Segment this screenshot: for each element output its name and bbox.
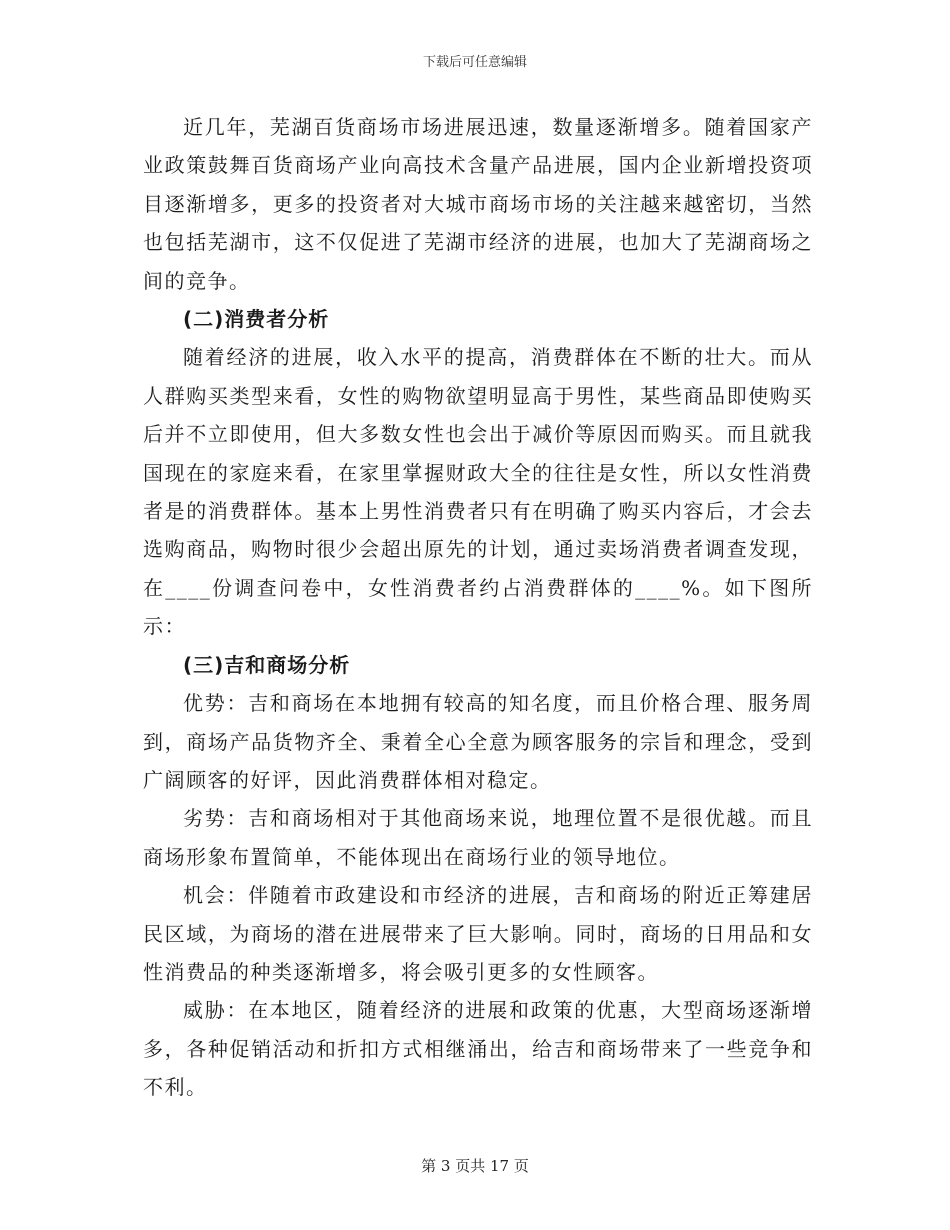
paragraph-opportunities: 机会：伴随着市政建设和市经济的进展，吉和商场的附近正筹建居民区域，为商场的潜在进展带来了巨大影响。同时，商场的日用品和女性消费品的种类逐渐增多，将会吸引更多的女性顾客。 [143,883,813,984]
paragraph-weaknesses: 劣势：吉和商场相对于其他商场来说，地理位置不是很优越。而且商场形象布置简单，不能体现出在商场行业的领导地位。 [143,806,813,869]
paragraph-market-overview: 近几年，芜湖百货商场市场进展迅速，数量逐渐增多。随着国家产业政策鼓舞百货商场产业向高技术含量产品进展，国内企业新增投资项目逐渐增多，更多的投资者对大城市商场市场的关注越来越密切，当然也包括芜湖市，这不仅促进了芜湖市经济的进展，也加大了芜湖商场之间的竞争。 [143,115,813,293]
section-heading-consumer-analysis: (二)消费者分析 [183,307,330,332]
page-number: 第 3 页共 17 页 [421,1157,529,1175]
header-note: 下载后可任意编辑 [422,55,527,70]
paragraph-threats: 威胁：在本地区，随着经济的进展和政策的优惠，大型商场逐渐增多，各种促销活动和折扣方式相继涌出，给吉和商场带来了一些竞争和不利。 [143,998,813,1100]
paragraph-consumer-analysis: 随着经济的进展，收入水平的提高，消费群体在不断的壮大。而从人群购买类型来看，女性的购物欲望明显高于男性，某些商品即使购买后并不立即使用，但大多数女性也会出于减价等原因而购买。而且就我国现在的家庭来看，在家里掌握财政大全的往往是女性，所以女性消费者是的消费群体。基本上男性消费者只有在明确了购买内容后，才会去选购商品，购物时很少会超出原先的计划，通过卖场消费者调查发现，在____份调查问卷中，女性消费者约占消费群体的____%。如下图所示： [143,345,813,639]
section-heading-jihe-mall-analysis: (三)吉和商场分析 [183,652,351,677]
paragraph-strengths: 优势：吉和商场在本地拥有较高的知名度，而且价格合理、服务周到，商场产品货物齐全、秉着全心全意为顾客服务的宗旨和理念，受到广阔顾客的好评，因此消费群体相对稳定。 [143,691,813,792]
document-body [143,108,813,1107]
